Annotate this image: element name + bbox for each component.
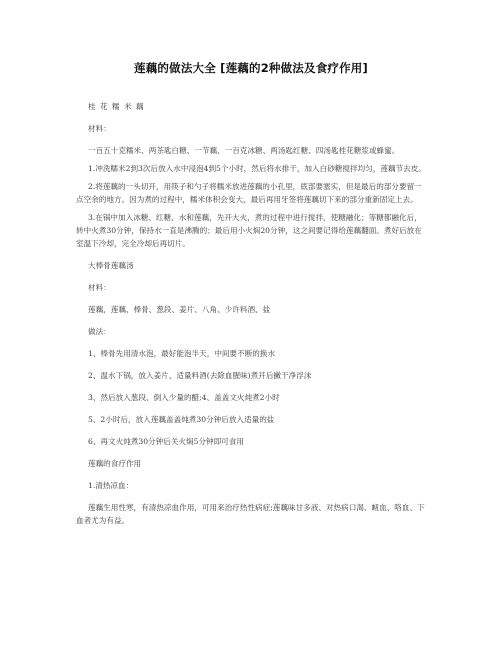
recipe2-name: 大棒骨莲藕汤	[88, 261, 134, 270]
recipe2-step-4: 5、2小时后，放入莲藕盖盖炖煮30分钟后放入适量的盐	[88, 415, 275, 424]
document-title: 莲藕的做法大全 [莲藕的2种做法及食疗作用]	[134, 61, 368, 75]
recipe2-step-5: 6、再文火炖煮30分钟后关火焖5分钟即可食用	[88, 437, 245, 446]
recipe1-name: 桂 花 糯 米 藕	[88, 102, 145, 111]
recipe1-materials-label: 材料：	[88, 124, 111, 133]
recipe1-step-2: 2.将莲藕的一头切开，用筷子和勺子将糯米放进莲藕的小孔里，底部要塞实，但是最后的部分要留一点空余的地方。因为煮的过程中，糯米体积会变大，最后再用牙签将莲藕切下来的部分重新固定上去。	[76, 182, 422, 204]
document-body	[76, 100, 428, 527]
recipe2-materials-label: 材料：	[88, 283, 111, 292]
recipe2-step-2: 2、温水下锅，放入姜片、适量料酒(去除血腥味)煮开后撇干净浮沫	[88, 371, 312, 380]
recipe1-step-3: 3.在锅中加入冰糖、红糖、水和莲藕，先开大火，煮的过程中进行搅拌，使糖融化；等糖都融化后，转中火煮30分钟，保持水一直是沸腾的；最后用小火焖20分钟，这之间要记得给莲藕翻面。煮好后放在室温下冷却，完全冷却后再切片。	[76, 213, 422, 248]
recipe2-step-3: 3、然后放入葱段、倒入少量的醋;4、盖盖文火炖煮2小时	[88, 393, 280, 402]
recipe2-materials: 莲藕，莲藕、棒骨、葱段、姜片、八角、少许料酒、盐	[88, 305, 271, 314]
effects-item1-title: 1.清热凉血：	[88, 481, 134, 490]
recipe1-step-1: 1.冲洗糯米2到3次后放入水中浸泡4到5个小时，然后将水排干，加入白砂糖搅拌均匀，莲藕节去皮。	[88, 164, 426, 173]
recipe2-method-label: 做法：	[88, 327, 111, 336]
recipe1-materials: 一百五十克糯米、两茶匙白糖、一节藕、一百克冰糖、两汤匙红糖、四汤匙桂花糖浆或蜂蜜。	[88, 146, 400, 155]
effects-heading: 莲藕的食疗作用	[88, 459, 142, 468]
recipe2-step-1: 1、棒骨先用清水泡，最好能泡半天，中间要不断的换水	[88, 349, 276, 358]
effects-item1-body: 莲藕生用性寒，有清热凉血作用，可用来治疗热性病症;莲藕味甘多液、对热病口渴、衄血、咯血、下血者尤为有益。	[76, 503, 425, 525]
